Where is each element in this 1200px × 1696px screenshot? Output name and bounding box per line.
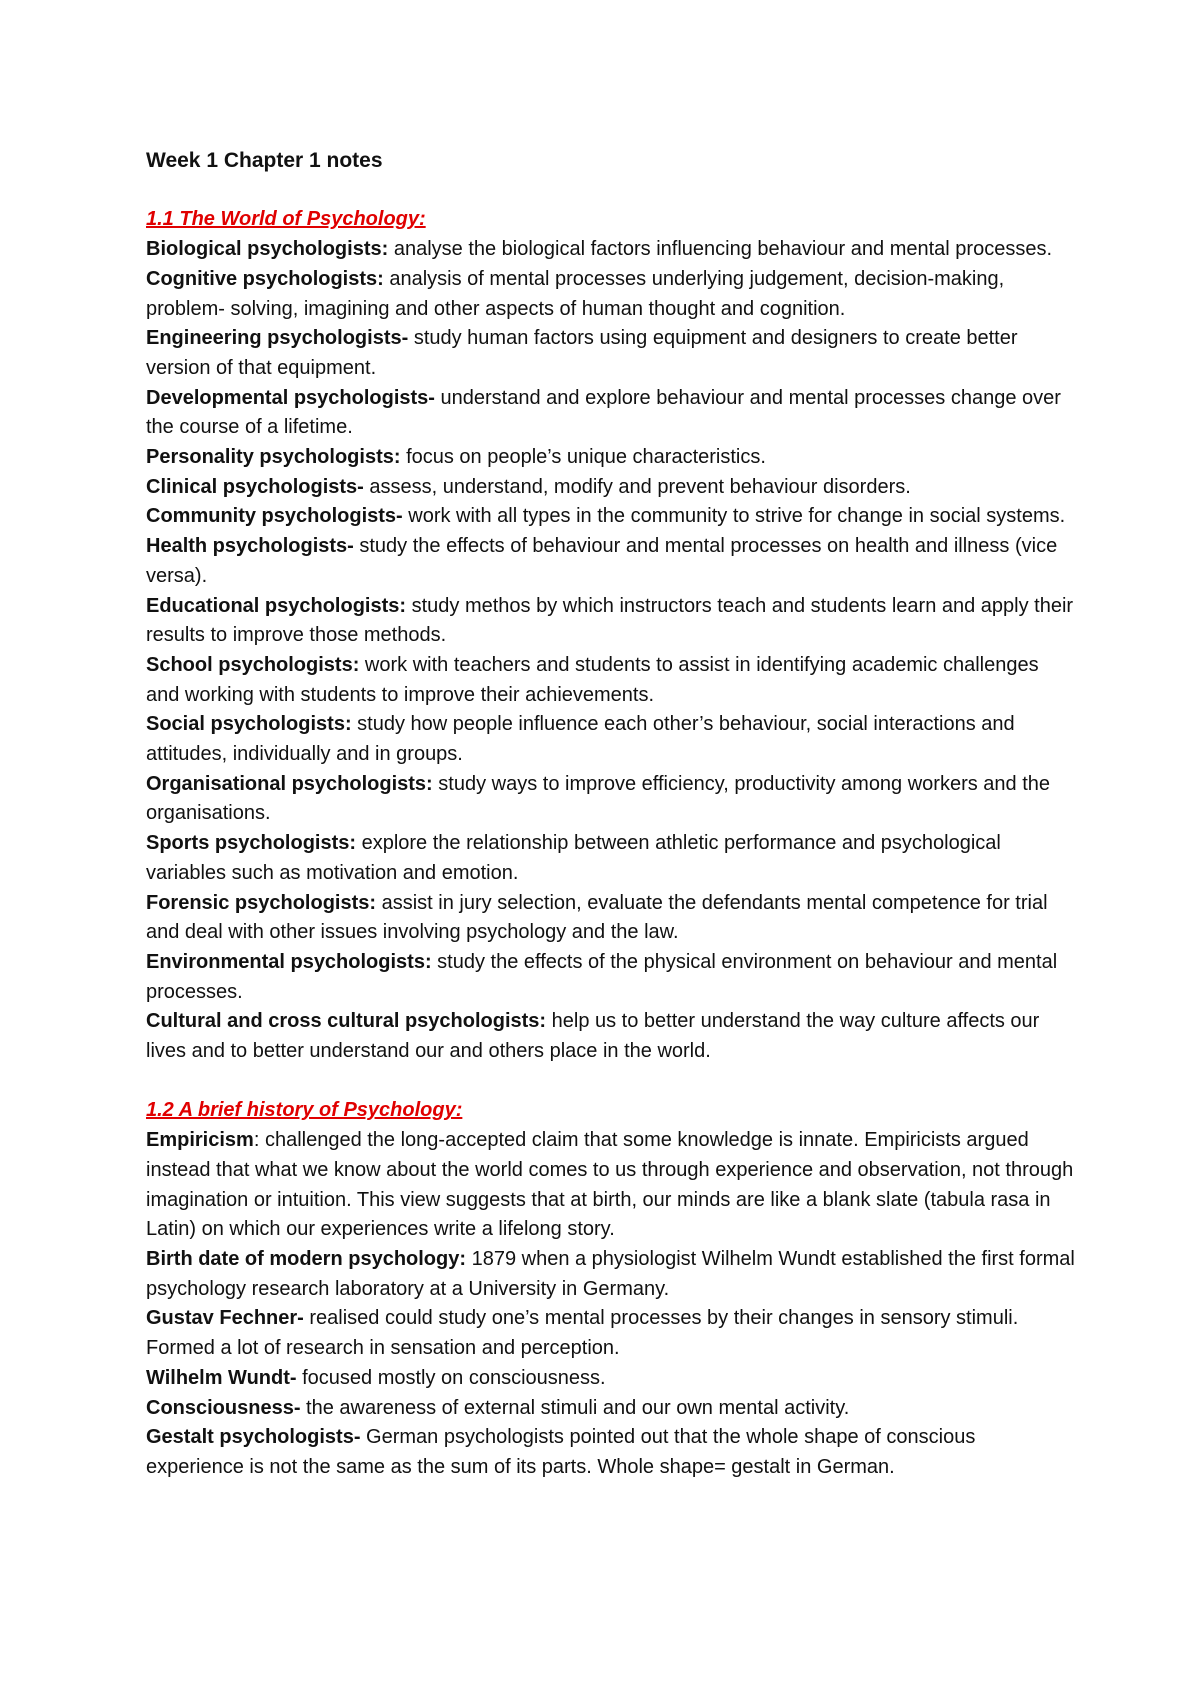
note-term: Forensic psychologists: [146,891,377,914]
note-entry [146,889,1076,948]
note-term: Health psychologists- [146,535,354,558]
note-term: Birth date of modern psychology: [146,1247,467,1270]
note-entry [146,1394,1076,1424]
note-definition: work with all types in the community to strive for change in social systems. [402,505,1066,528]
note-definition: 1879 when a physiologist Wilhelm Wundt established the first formal psychology research laboratory at a University in Germany. [146,1247,1075,1300]
note-term: Sports psychologists: [146,832,357,855]
note-term: Gustav Fechner- [146,1307,304,1330]
spacer [146,176,1076,206]
note-term: Gestalt psychologists- [146,1426,361,1449]
note-entry [146,1304,1076,1363]
note-definition: help us to better understand the way culture affects our lives and to better understand our and others place in the world. [146,1010,1040,1063]
note-term: Community psychologists- [146,505,403,528]
note-term: Cognitive psychologists: [146,267,384,290]
note-definition: the awareness of external stimuli and our own mental activity. [300,1396,850,1419]
note-entry [146,443,1076,473]
document-title: Week 1 Chapter 1 notes [146,149,383,172]
note-term: Personality psychologists: [146,446,401,469]
note-entry [146,1245,1076,1304]
note-entry [146,829,1076,888]
note-entry [146,770,1076,829]
note-entry [146,1007,1076,1066]
note-entry [146,235,1076,265]
note-definition: assess, understand, modify and prevent behaviour disorders. [363,475,911,498]
note-term: Clinical psychologists- [146,475,364,498]
note-term: Social psychologists: [146,713,352,736]
note-definition: focus on people’s unique characteristics. [400,446,766,469]
note-entry [146,502,1076,532]
note-definition: study methos by which instructors teach and students learn and apply their results to improve those methods. [146,594,1074,647]
note-entry [146,1364,1076,1394]
note-definition: study the effects of behaviour and mental processes on health and illness (vice versa). [146,535,1058,587]
note-entry [146,384,1076,443]
note-term: Wilhelm Wundt- [146,1366,297,1389]
note-term: Educational psychologists: [146,594,407,617]
note-entry [146,1423,1076,1482]
note-definition: work with teachers and students to assist in identifying academic challenges and working with students to improve their achievements. [146,653,1039,706]
note-entry [146,592,1076,651]
note-term: Consciousness- [146,1396,301,1419]
note-definition: explore the relationship between athletic performance and psychological variables such as motivation and emotion. [146,832,1001,884]
section-heading: 1.1 The World of Psychology: [146,208,426,231]
note-entry [146,324,1076,383]
note-term: School psychologists: [146,653,360,676]
note-term: Organisational psychologists: [146,772,433,795]
note-definition: assist in jury selection, evaluate the defendants mental competence for trial and deal with other issues involving psychology and the law. [146,891,1048,944]
note-entry [146,473,1076,503]
note-definition: analyse the biological factors influencing behaviour and mental processes. [388,238,1052,261]
note-entry [146,265,1076,324]
note-definition: : challenged the long-accepted claim that some knowledge is innate. Empiricists argued instead that what we know about the world comes to us through experience and observation, not through imagination or intuition. This view suggests that at birth, our minds are like a blank slate (tabula rasa in Latin) on which our experiences write a lifelong story. [146,1129,1074,1241]
section-heading: 1.2 A brief history of Psychology: [146,1099,463,1122]
note-entry [146,948,1076,1007]
note-entry [146,532,1076,591]
note-term: Biological psychologists: [146,238,389,261]
note-definition: focused mostly on consciousness. [296,1366,606,1389]
note-definition: study how people influence each other’s behaviour, social interactions and attitudes, individually and in groups. [146,713,1015,766]
note-term: Empiricism [146,1129,254,1152]
note-entry [146,710,1076,769]
note-definition: study human factors using equipment and designers to create better version of that equipment. [146,327,1018,379]
note-entry [146,651,1076,710]
note-definition: study ways to improve efficiency, productivity among workers and the organisations. [146,772,1051,825]
note-definition: study the effects of the physical environment on behaviour and mental processes. [146,950,1058,1003]
spacer [146,1067,1076,1097]
note-term: Cultural and cross cultural psychologists: [146,1010,547,1033]
note-definition: analysis of mental processes underlying judgement, decision-making, problem- solving, imagining and other aspects of human thought and cognition. [146,267,1005,320]
note-term: Developmental psychologists- [146,386,435,409]
note-term: Engineering psychologists- [146,327,409,350]
note-definition: realised could study one’s mental processes by their changes in sensory stimuli. Formed a lot of research in sensation and perception. [146,1307,1019,1360]
note-term: Environmental psychologists: [146,950,432,973]
note-entry [146,1126,1076,1245]
note-definition: German psychologists pointed out that the whole shape of conscious experience is not the same as the sum of its parts. Whole shape= gestalt in German. [146,1426,976,1478]
document-body [146,146,1076,1483]
note-definition: understand and explore behaviour and mental processes change over the course of a lifetime. [146,386,1061,439]
